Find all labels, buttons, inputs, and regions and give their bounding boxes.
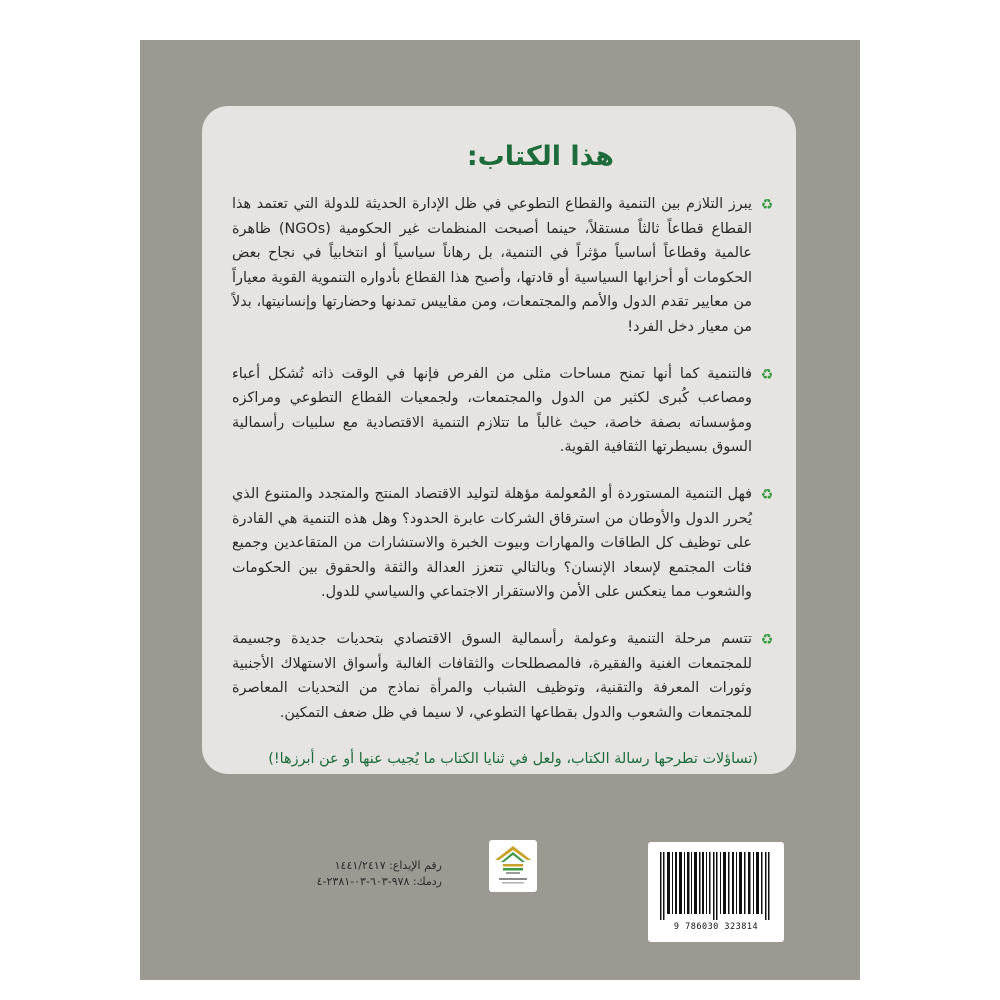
- paragraph: فهل التنمية المستوردة أو المُعولمة مؤهلة لتوليد الاقتصاد المنتج والمتجدد والمتنوع الذي يُحرر الدول والأوطان من استرقاق الشركات عابرة الحدود؟ وهل هذه التنمية هي القادرة على توظيف كل الطاقات والمهارات وبيوت الخبرة والاستشارات من المتقاعدين وجميع فئات المجتمع لإسعاد الإنسان؟ وبالتالي تتعزز العدالة والثقة والحقوق بين الحكومات والشعوب مما ينعكس على الأمن والاستقرار الاجتماعي والسياسي للدول.: [232, 485, 752, 601]
- recycle-icon: ♻: [760, 366, 774, 383]
- paragraph: تتسم مرحلة التنمية وعولمة رأسمالية السوق الاقتصادي بتحديات جديدة وجسيمة للمجتمعات الغنية والفقيرة، فالمصطلحات والثقافات الغالبة وأسواق الاستهلاك الأجنبية وثورات المعرفة والتقنية، وتوظيف الشباب والمرأة نماذج من التحديات المعاصرة للمجتمعات والشعوب والدول بقطاعها التطوعي، لا سيما في ظل ضعف التمكين.: [232, 630, 752, 721]
- deposit-value: ١٤٤١/٢٤١٧: [334, 859, 386, 872]
- list-item: [232, 362, 774, 460]
- panel-heading: هذا الكتاب:: [466, 141, 614, 172]
- publisher-logo: [489, 840, 537, 892]
- text-panel: [202, 106, 796, 774]
- isbn-value: ٩٧٨-٦٠٣-٠٣-٢٣٨١-٤: [316, 875, 410, 888]
- list-item: [232, 482, 774, 605]
- isbn: [232, 874, 442, 890]
- barcode-icon: [658, 852, 774, 920]
- recycle-icon: ♻: [760, 197, 774, 213]
- house-logo-icon: [489, 840, 537, 892]
- recycle-icon: ♻: [760, 486, 774, 503]
- isbn-label: ردمك:: [412, 875, 442, 888]
- paragraph: فالتنمية كما أنها تمنح مساحات مثلى من الفرص فإنها في الوقت ذاته تُشكل أعباء ومصاعب كُبرى لكثير من الدول والمجتمعات، ولجمعيات القطاع التطوعي ومراكزه ومؤسساته بصفة خاصة، حيث غالباً ما تتلازم التنمية الاقتصادية مع سلبيات رأسمالية السوق بسيطرتها الثقافية القوية.: [232, 365, 752, 456]
- legal-info: [232, 858, 442, 890]
- list-item: [232, 192, 774, 340]
- list-item: [232, 627, 774, 725]
- barcode: [648, 842, 784, 942]
- paragraph: يبرز التلازم بين التنمية والقطاع التطوعي في ظل الإدارة الحديثة للدولة التي تعتمد هذا القطاع قطاعاً ثالثاً مستقلاً، حينما أصبحت المنظمات غير الحكومية (NGOs) ظاهرة عالمية وقطاعاً أساسياً مؤثراً في التنمية، بل رهاناً سياسياً أو انتخابياً في نجاح بعض الحكومات أو أحزابها السياسية أو قادتها، وأصبح هذا القطاع بأدواره التنموية القوية معياراً من معايير تقدم الدول والأمم والمجتمعات، ومن مقاييس تمدنها وحضارتها وإنسانيتها، بدلاً من معيار دخل الفرد!: [232, 196, 752, 335]
- barcode-digits: 9 786030 323814: [673, 922, 759, 932]
- recycle-icon: ♻: [760, 631, 774, 648]
- closing-note: (تساؤلات تطرحها رسالة الكتاب، ولعل في ثنايا الكتاب ما يُجيب عنها أو عن أبرزها!): [268, 751, 758, 768]
- deposit-label: رقم الإيداع:: [389, 859, 442, 872]
- deposit-number: [232, 858, 442, 874]
